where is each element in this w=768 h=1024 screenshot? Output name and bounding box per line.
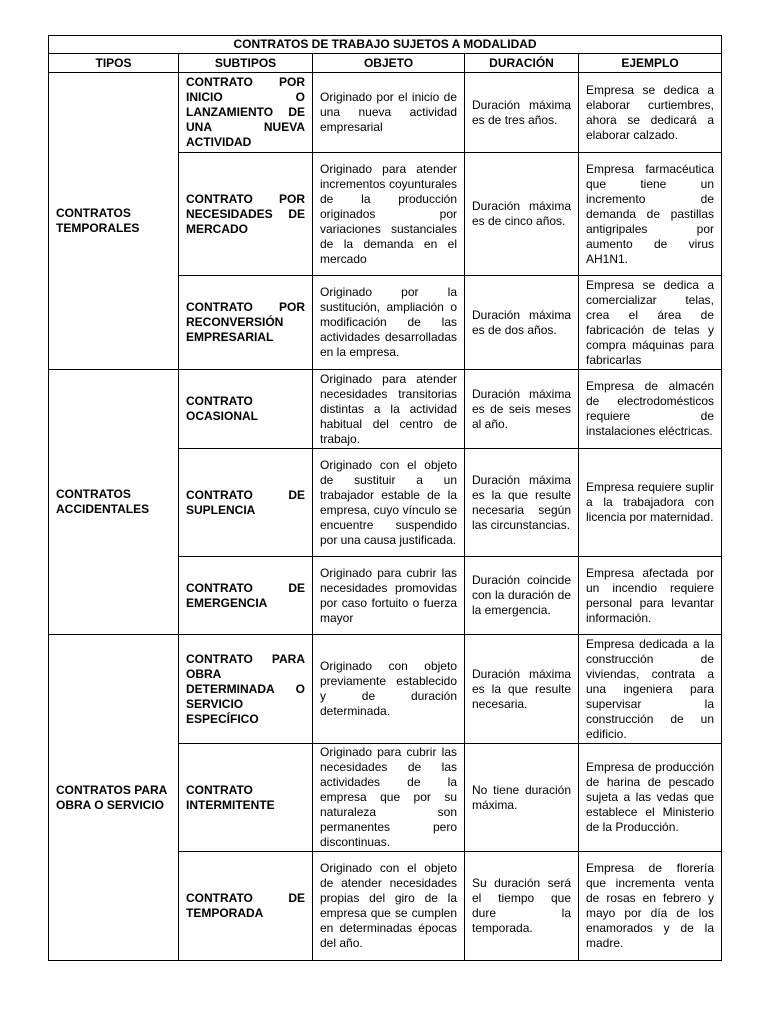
table-title: CONTRATOS DE TRABAJO SUJETOS A MODALIDAD <box>49 36 722 54</box>
ejemplo-cell: Empresa se dedica a elaborar curtiembres, ahora se dedicará a elaborar calzado. <box>579 73 722 153</box>
objeto-cell: Originado con el objeto de atender necesidades propias del giro de la empresa que se cumplen en determinadas épocas del año. <box>313 852 465 961</box>
objeto-cell: Originado por el inicio de una nueva actividad empresarial <box>313 73 465 153</box>
duracion-cell: Duración máxima es de cinco años. <box>465 153 579 276</box>
tipo-accidentales: CONTRATOS ACCIDENTALES <box>49 370 179 635</box>
objeto-cell: Originado para atender incrementos coyunturales de la producción originados por variaciones sustanciales de la demanda en el mercado <box>313 153 465 276</box>
objeto-cell: Originado por la sustitución, ampliación o modificación de las actividades desarrolladas en la empresa. <box>313 276 465 370</box>
table-row <box>49 635 722 744</box>
subtipo-cell: CONTRATO POR NECESIDADES DE MERCADO <box>179 153 313 276</box>
header-objeto: OBJETO <box>313 54 465 73</box>
ejemplo-cell: Empresa farmacéutica que tiene un incremento de demanda de pastillas antigripales por aumento de virus AH1N1. <box>579 153 722 276</box>
ejemplo-cell: Empresa se dedica a comercializar telas, crea el área de fabricación de telas y compra máquinas para fabricarlas <box>579 276 722 370</box>
duracion-cell: Duración máxima es la que resulte necesaria. <box>465 635 579 744</box>
header-tipos: TIPOS <box>49 54 179 73</box>
objeto-cell: Originado con objeto previamente establecido y de duración determinada. <box>313 635 465 744</box>
subtipo-cell: CONTRATO OCASIONAL <box>179 370 313 449</box>
objeto-cell: Originado para cubrir las necesidades promovidas por caso fortuito o fuerza mayor <box>313 557 465 635</box>
duracion-cell: Duración máxima es de dos años. <box>465 276 579 370</box>
subtipo-cell: CONTRATO POR INICIO O LANZAMIENTO DE UNA NUEVA ACTIVIDAD <box>179 73 313 153</box>
tipo-obra-servicio: CONTRATOS PARA OBRA O SERVICIO <box>49 635 179 961</box>
duracion-cell: Duración máxima es de seis meses al año. <box>465 370 579 449</box>
ejemplo-cell: Empresa de almacén de electrodomésticos requiere de instalaciones eléctricas. <box>579 370 722 449</box>
table-row <box>49 73 722 153</box>
header-row <box>49 54 722 73</box>
objeto-cell: Originado con el objeto de sustituir a un trabajador estable de la empresa, cuyo vínculo se encuentre suspendido por una causa justificada. <box>313 449 465 557</box>
ejemplo-cell: Empresa requiere suplir a la trabajadora con licencia por maternidad. <box>579 449 722 557</box>
duracion-cell: Su duración será el tiempo que dure la temporada. <box>465 852 579 961</box>
duracion-cell: No tiene duración máxima. <box>465 744 579 852</box>
contracts-table <box>48 35 722 961</box>
subtipo-cell: CONTRATO POR RECONVERSIÓN EMPRESARIAL <box>179 276 313 370</box>
subtipo-cell: CONTRATO DE SUPLENCIA <box>179 449 313 557</box>
subtipo-cell: CONTRATO DE TEMPORADA <box>179 852 313 961</box>
ejemplo-cell: Empresa afectada por un incendio requiere personal para levantar información. <box>579 557 722 635</box>
subtipo-cell: CONTRATO PARA OBRA DETERMINADA O SERVICIO ESPECÍFICO <box>179 635 313 744</box>
subtipo-cell: CONTRATO INTERMITENTE <box>179 744 313 852</box>
title-row <box>49 36 722 54</box>
header-ejemplo: EJEMPLO <box>579 54 722 73</box>
tipo-temporales: CONTRATOS TEMPORALES <box>49 73 179 370</box>
ejemplo-cell: Empresa dedicada a la construcción de viviendas, contrata a una ingeniera para supervisar la construcción de un edificio. <box>579 635 722 744</box>
objeto-cell: Originado para atender necesidades transitorias distintas a la actividad habitual del centro de trabajo. <box>313 370 465 449</box>
table-row <box>49 370 722 449</box>
duracion-cell: Duración coincide con la duración de la emergencia. <box>465 557 579 635</box>
header-subtipos: SUBTIPOS <box>179 54 313 73</box>
duracion-cell: Duración máxima es de tres años. <box>465 73 579 153</box>
subtipo-cell: CONTRATO DE EMERGENCIA <box>179 557 313 635</box>
ejemplo-cell: Empresa de producción de harina de pescado sujeta a las vedas que establece el Ministerio de la Producción. <box>579 744 722 852</box>
objeto-cell: Originado para cubrir las necesidades de las actividades de la empresa que por su naturaleza son permanentes pero discontinuas. <box>313 744 465 852</box>
duracion-cell: Duración máxima es la que resulte necesaria según las circunstancias. <box>465 449 579 557</box>
ejemplo-cell: Empresa de florería que incrementa venta de rosas en febrero y mayo por día de los enamorados y de la madre. <box>579 852 722 961</box>
header-duracion: DURACIÓN <box>465 54 579 73</box>
